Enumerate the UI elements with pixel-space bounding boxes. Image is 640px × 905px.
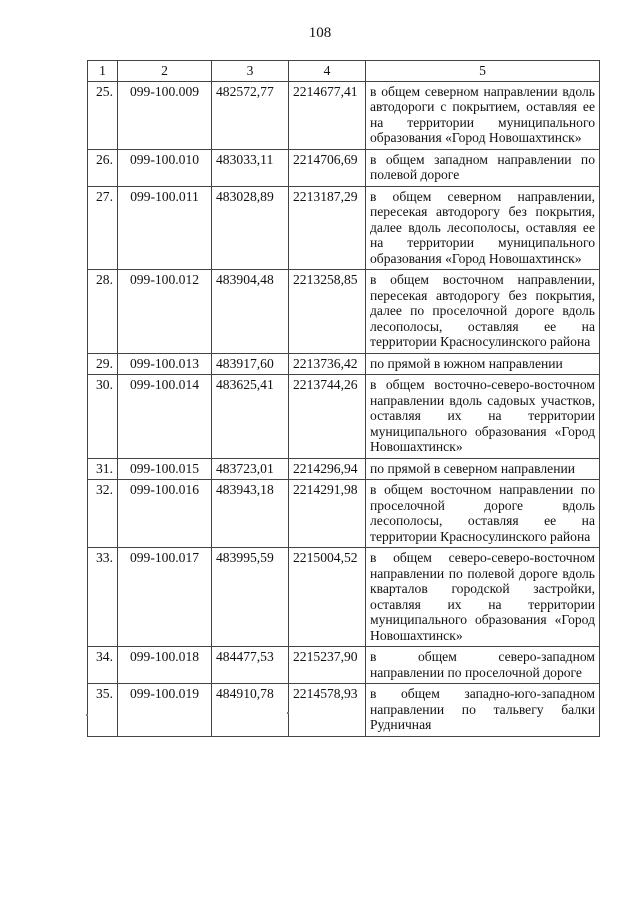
boundary-description: в общем северо-западном направлении по проселочной дороге [366, 647, 600, 684]
boundary-table [87, 60, 600, 737]
boundary-description: по прямой в северном направлении [366, 458, 600, 480]
coordinate-y: 2214291,98 [289, 480, 366, 548]
table-row [88, 149, 600, 186]
point-code: 099-100.015 [118, 458, 212, 480]
point-code: 099-100.014 [118, 375, 212, 459]
header-col-5: 5 [366, 61, 600, 82]
coordinate-y: 2215004,52 [289, 548, 366, 647]
boundary-description: в общем западно-юго-западном направлении по тальвегу балки Рудничная [366, 684, 600, 737]
page-number: 108 [308, 25, 332, 41]
point-code: 099-100.012 [118, 270, 212, 354]
boundary-description: в общем западном направлении по полевой дороге [366, 149, 600, 186]
coordinate-y: 2215237,90 [289, 647, 366, 684]
point-code: 099-100.013 [118, 353, 212, 375]
header-col-4: 4 [289, 61, 366, 82]
table-row [88, 186, 600, 270]
table-row [88, 684, 600, 737]
point-code: 099-100.010 [118, 149, 212, 186]
row-number: 34. [88, 647, 118, 684]
table-row [88, 353, 600, 375]
row-number: 29. [88, 353, 118, 375]
point-code: 099-100.016 [118, 480, 212, 548]
point-code: 099-100.011 [118, 186, 212, 270]
table-header [88, 61, 600, 82]
table-row [88, 548, 600, 647]
coordinate-y: 2214706,69 [289, 149, 366, 186]
header-col-2: 2 [118, 61, 212, 82]
coordinate-x: 484477,53 [212, 647, 289, 684]
scan-speck [86, 714, 88, 716]
table-row [88, 375, 600, 459]
row-number: 26. [88, 149, 118, 186]
row-number: 30. [88, 375, 118, 459]
coordinate-x: 483625,41 [212, 375, 289, 459]
table-row [88, 81, 600, 149]
boundary-description: в общем северо-северо-восточном направлении по полевой дороге вдоль кварталов городской застройки, оставляя их на территории муниципального образования «Город Новошахтинск» [366, 548, 600, 647]
header-row [88, 61, 600, 82]
coordinate-y: 2214677,41 [289, 81, 366, 149]
table-row [88, 647, 600, 684]
boundary-description: в общем северном направлении вдоль автодороги с покрытием, оставляя ее на территории муниципального образования «Город Новошахтинск» [366, 81, 600, 149]
header-col-1: 1 [88, 61, 118, 82]
boundary-description: в общем восточном направлении, пересекая автодорогу без покрытия, далее по проселочной дороге вдоль лесополосы, оставляя ее на территории Красносулинского района [366, 270, 600, 354]
coordinate-y: 2213258,85 [289, 270, 366, 354]
coordinate-x: 483995,59 [212, 548, 289, 647]
point-code: 099-100.009 [118, 81, 212, 149]
coordinate-y: 2213187,29 [289, 186, 366, 270]
table-row [88, 458, 600, 480]
header-col-3: 3 [212, 61, 289, 82]
point-code: 099-100.019 [118, 684, 212, 737]
table-row [88, 480, 600, 548]
table-body [88, 81, 600, 736]
row-number: 32. [88, 480, 118, 548]
row-number: 27. [88, 186, 118, 270]
row-number: 31. [88, 458, 118, 480]
row-number: 33. [88, 548, 118, 647]
coordinate-y: 2214578,93 [289, 684, 366, 737]
table-row [88, 270, 600, 354]
row-number: 35. [88, 684, 118, 737]
row-number: 25. [88, 81, 118, 149]
scan-speck [287, 712, 289, 714]
row-number: 28. [88, 270, 118, 354]
coordinate-y: 2214296,94 [289, 458, 366, 480]
boundary-description: по прямой в южном направлении [366, 353, 600, 375]
coordinate-x: 483904,48 [212, 270, 289, 354]
coordinate-x: 483917,60 [212, 353, 289, 375]
boundary-description: в общем восточном направлении по проселочной дороге вдоль лесополосы, оставляя ее на территории Красносулинского района [366, 480, 600, 548]
point-code: 099-100.017 [118, 548, 212, 647]
boundary-description: в общем северном направлении, пересекая автодорогу без покрытия, далее вдоль лесополосы, оставляя ее на территории муниципального образования «Город Новошахтинск» [366, 186, 600, 270]
coordinate-x: 483723,01 [212, 458, 289, 480]
coordinate-x: 484910,78 [212, 684, 289, 737]
boundary-description: в общем восточно-северо-восточном направлении вдоль садовых участков, оставляя их на территории муниципального образования «Город Новошахтинск» [366, 375, 600, 459]
coordinate-x: 483028,89 [212, 186, 289, 270]
coordinate-y: 2213744,26 [289, 375, 366, 459]
point-code: 099-100.018 [118, 647, 212, 684]
coordinate-x: 483033,11 [212, 149, 289, 186]
coordinate-y: 2213736,42 [289, 353, 366, 375]
coordinate-x: 483943,18 [212, 480, 289, 548]
coordinate-x: 482572,77 [212, 81, 289, 149]
